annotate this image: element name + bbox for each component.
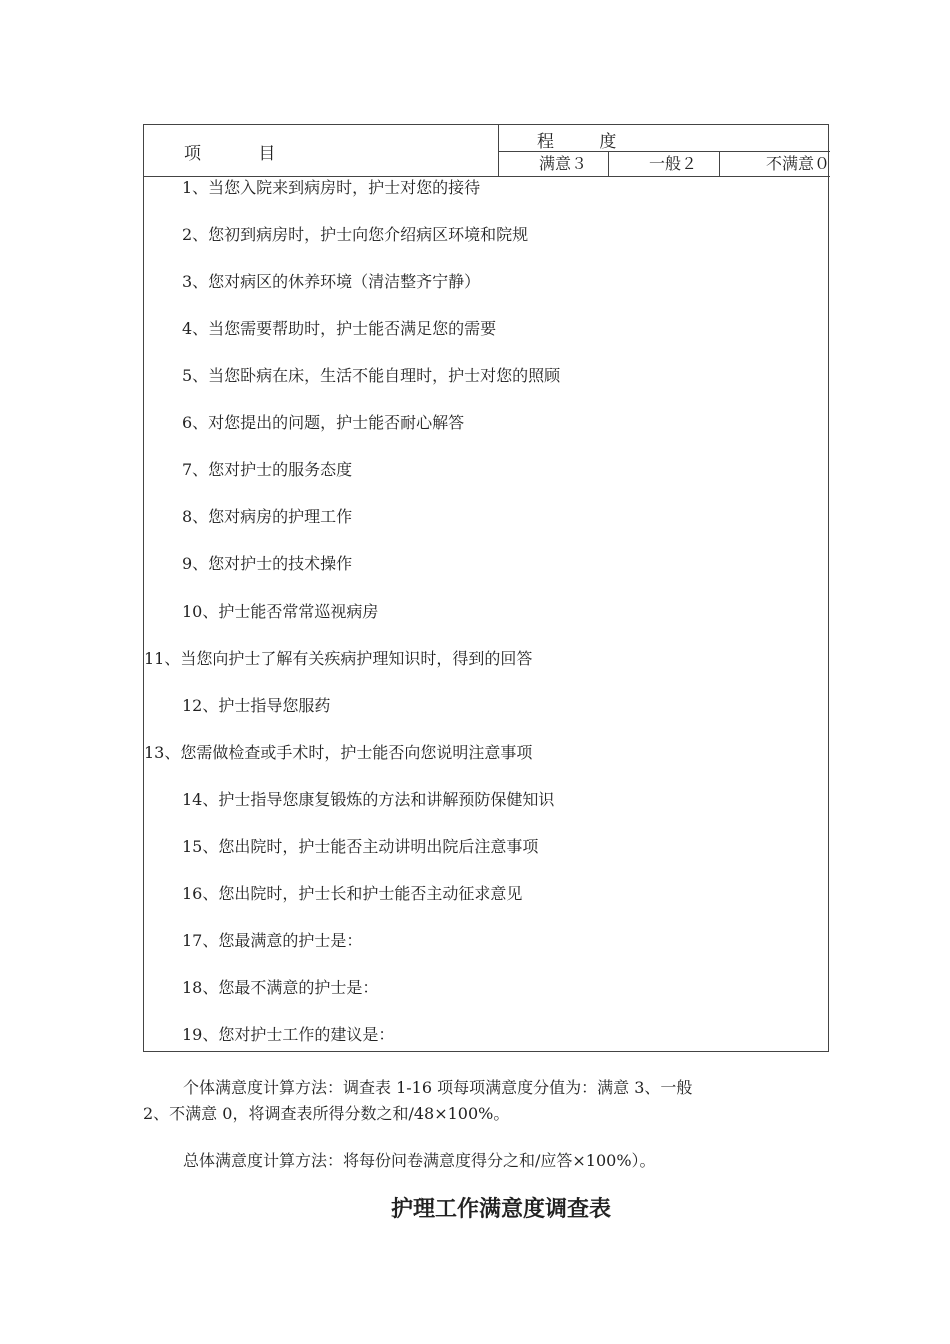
question-row: 5、当您卧病在床，生活不能自理时，护士对您的照顾: [182, 366, 561, 385]
question-row: 18、您最不满意的护士是：: [182, 978, 379, 997]
question-row: 4、当您需要帮助时，护士能否满足您的需要: [182, 319, 497, 338]
header-unsatisfied-cell: [720, 152, 830, 177]
survey-table: [143, 124, 829, 1052]
question-row: 3、您对病区的休养环境（清洁整齐宁静）: [182, 272, 481, 291]
question-row: 13、您需做检查或手术时，护士能否向您说明注意事项: [144, 743, 533, 762]
question-row: 6、对您提出的问题，护士能否耐心解答: [182, 413, 465, 432]
header-average-cell: [609, 152, 720, 177]
header-satisfied-label: 满意３: [539, 154, 588, 173]
question-row: 1、当您入院来到病房时，护士对您的接待: [182, 178, 481, 197]
question-row: 16、您出院时，护士长和护士能否主动征求意见: [182, 884, 523, 903]
document-title: 护理工作满意度调查表: [390, 1196, 611, 1222]
header-satisfied-cell: [499, 152, 609, 177]
question-row: 9、您对护士的技术操作: [182, 554, 353, 573]
question-row: 19、您对护士工作的建议是：: [182, 1025, 395, 1044]
individual-method-line2: 2、不满意 0，将调查表所得分数之和/48×100%。: [143, 1104, 510, 1123]
header-item-cell: [144, 125, 499, 177]
header-unsatisfied-label: 不满意０: [765, 154, 830, 173]
question-row: 17、您最满意的护士是：: [182, 931, 363, 950]
question-row: 14、护士指导您康复锻炼的方法和讲解预防保健知识: [182, 790, 555, 809]
header-degree-cell: [499, 125, 830, 152]
question-row: 2、您初到病房时，护士向您介绍病区环境和院规: [182, 225, 529, 244]
question-row: 10、护士能否常常巡视病房: [182, 602, 379, 621]
header-item-label: 项 目: [184, 144, 302, 164]
individual-method-line1: 个体满意度计算方法：调查表 1-16 项每项满意度分值为：满意 3、一般: [183, 1078, 693, 1097]
question-row: 15、您出院时，护士能否主动讲明出院后注意事项: [182, 837, 539, 856]
header-average-label: 一般２: [649, 154, 698, 173]
header-degree-label: 程 度: [537, 132, 637, 152]
question-row: 11、当您向护士了解有关疾病护理知识时，得到的回答: [144, 649, 533, 668]
question-row: 12、护士指导您服药: [182, 696, 331, 715]
question-row: 8、您对病房的护理工作: [182, 507, 353, 526]
overall-method: 总体满意度计算方法：将每份问卷满意度得分之和/应答×100%）。: [183, 1151, 656, 1170]
question-row: 7、您对护士的服务态度: [182, 460, 353, 479]
